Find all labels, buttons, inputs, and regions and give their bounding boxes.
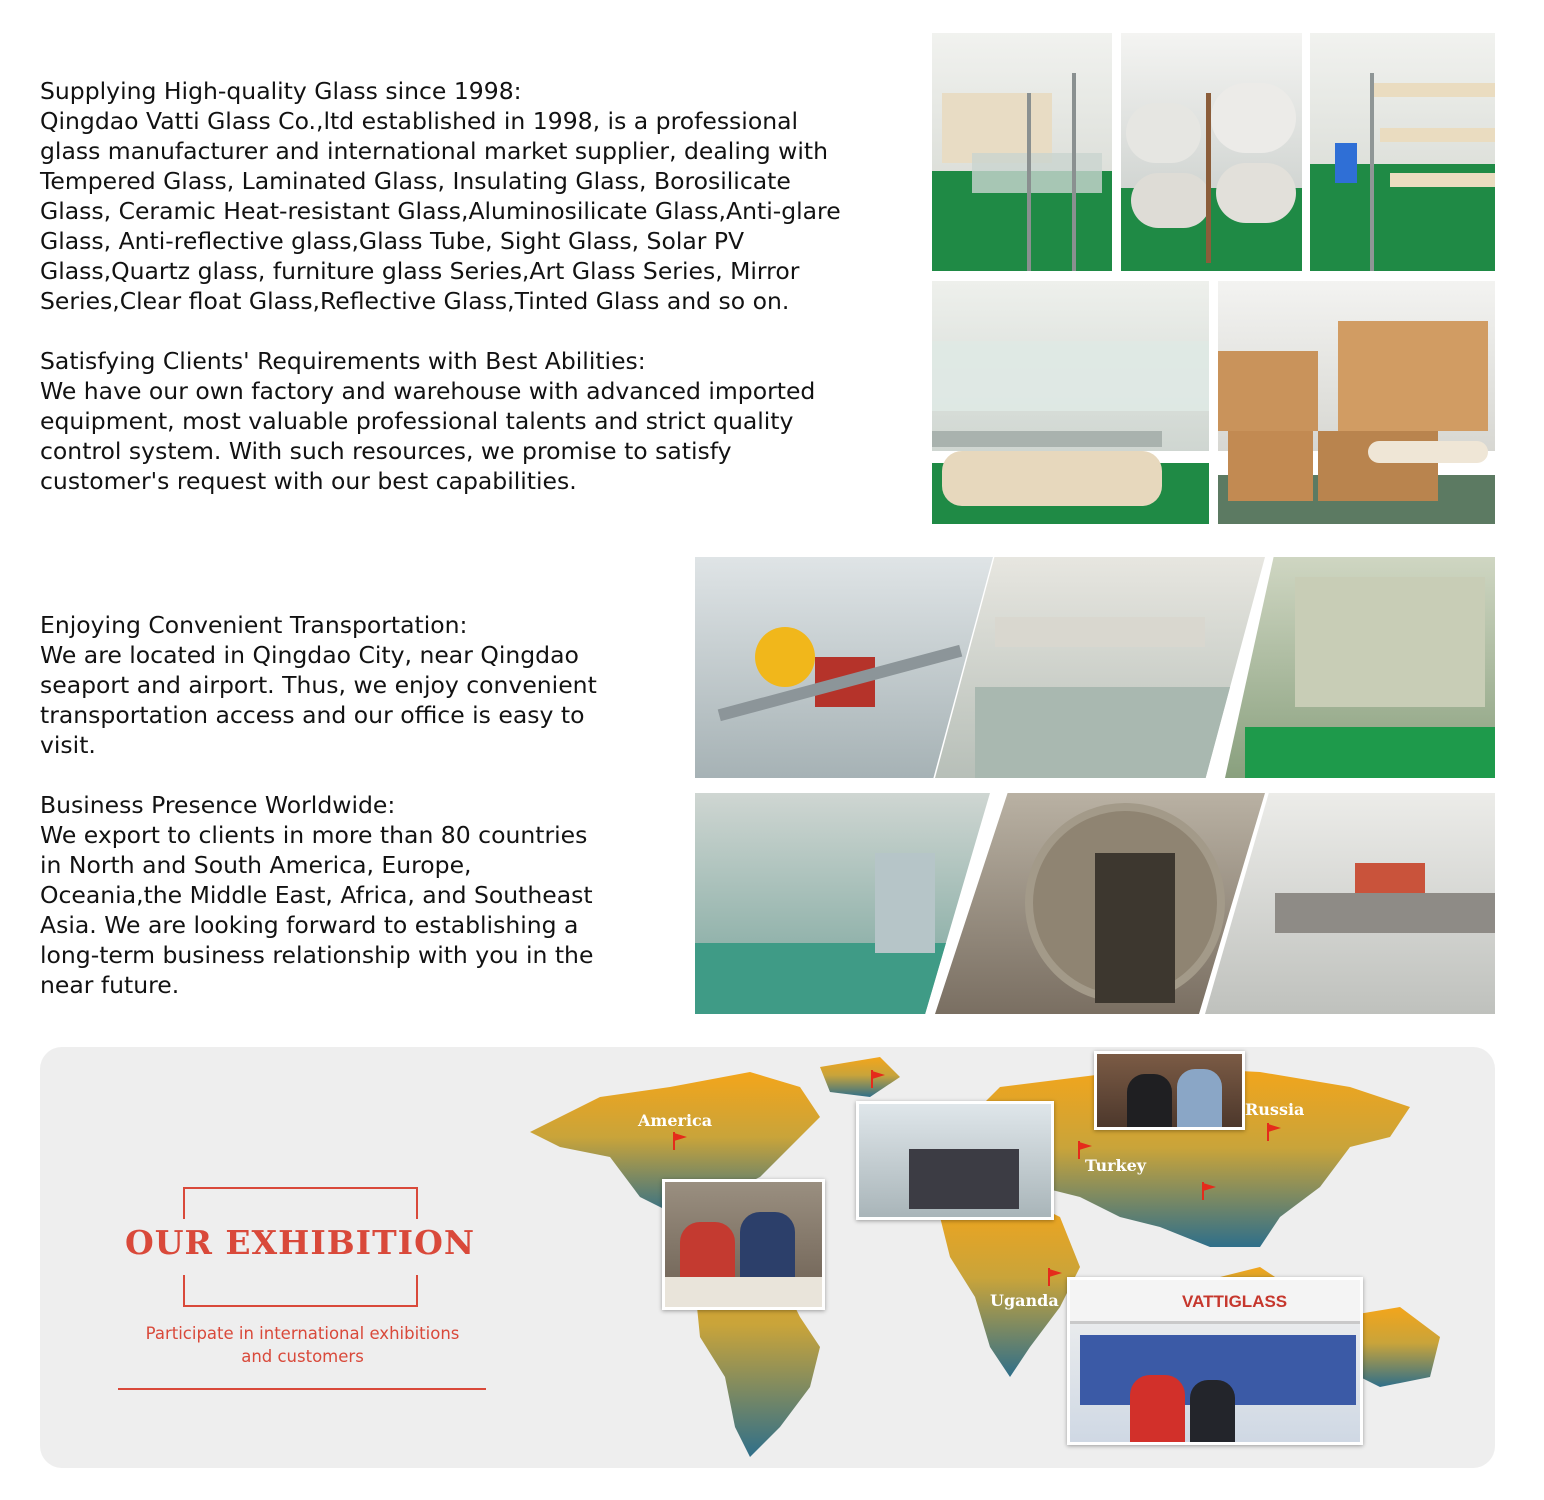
clients-body: We have our own factory and warehouse with advanced imported equipment, most valuable professional talents and strict quality control system. With such resources, we promise to satisfy customer's request with our best capabilities. [40, 377, 816, 495]
warehouse-photo-boxes [1218, 281, 1495, 524]
transport-heading: Enjoying Convenient Transportation: [40, 611, 468, 639]
worldwide-heading: Business Presence Worldwide: [40, 791, 396, 819]
exhibition-photo-factory-visit [856, 1101, 1054, 1220]
factory-photo-edging-machine [1225, 557, 1495, 778]
flag-icon [1266, 1123, 1282, 1141]
flag-icon [672, 1132, 688, 1150]
factory-photo-workshop [932, 33, 1112, 271]
map-label-turkey: Turkey [1085, 1156, 1147, 1175]
transport-paragraph [40, 610, 640, 760]
exhibition-title: OUR EXHIBITION [124, 1223, 476, 1262]
flag-icon [870, 1070, 886, 1088]
exhibition-photo-meeting [1094, 1051, 1245, 1130]
factory-photo-warehouse-hall [695, 793, 990, 1014]
flag-icon [1201, 1182, 1217, 1200]
map-label-russia: Russia [1245, 1100, 1305, 1119]
exhibition-photo-dinner [662, 1179, 825, 1310]
worldwide-paragraph [40, 790, 640, 1000]
exhibition-photo-booth [1067, 1277, 1363, 1445]
map-label-uganda: Uganda [990, 1291, 1059, 1310]
clients-heading: Satisfying Clients' Requirements with Best Abilities: [40, 347, 646, 375]
factory-photo-glass-table [932, 281, 1209, 524]
transport-body: We are located in Qingdao City, near Qingdao seaport and airport. Thus, we enjoy convenient transportation access and our office is easy to visit. [40, 641, 597, 759]
exhibition-subtitle: Participate in international exhibitions and customers [145, 1324, 460, 1366]
exhibition-panel [40, 1047, 1495, 1468]
factory-photo-tube-racks [1310, 33, 1495, 271]
factory-photo-production-hall [935, 557, 1265, 778]
factory-photo-strip-2 [695, 793, 1495, 1014]
map-label-america: America [638, 1111, 713, 1130]
flag-icon [1077, 1141, 1093, 1159]
intro-text-block [40, 76, 900, 496]
intro-paragraph [40, 76, 900, 316]
intro-heading: Supplying High-quality Glass since 1998: [40, 77, 522, 105]
worldwide-body: We export to clients in more than 80 countries in North and South America, Europe, Oceania,the Middle East, Africa, and Southeast Asia. We are looking forward to establishing a long-term business relationship with you in the near future. [40, 821, 594, 999]
factory-photo-strip-1 [695, 557, 1495, 778]
booth-sign: VATTIGLASS [1182, 1292, 1288, 1311]
intro-body: Qingdao Vatti Glass Co.,ltd established in 1998, is a professional glass manufacturer and international market supplier, dealing with Tempered Glass, Laminated Glass, Insulating Glass, Borosilicate Glass, Ceramic Heat-resistant Glass,Aluminosilicate Glass,Anti-glare Glass, Anti-reflective glass,Glass Tube, Sight Glass, Solar PV Glass,Quartz glass, furniture glass Series,Art Glass Series, Mirror Series,Clear float Glass,Reflective Glass,Tinted Glass and so on. [40, 107, 841, 315]
exhibition-divider [118, 1388, 486, 1390]
factory-photo-glass-rolls [1121, 33, 1302, 271]
flag-icon [1047, 1268, 1063, 1286]
company-text-block [40, 610, 640, 1000]
clients-paragraph [40, 346, 900, 496]
